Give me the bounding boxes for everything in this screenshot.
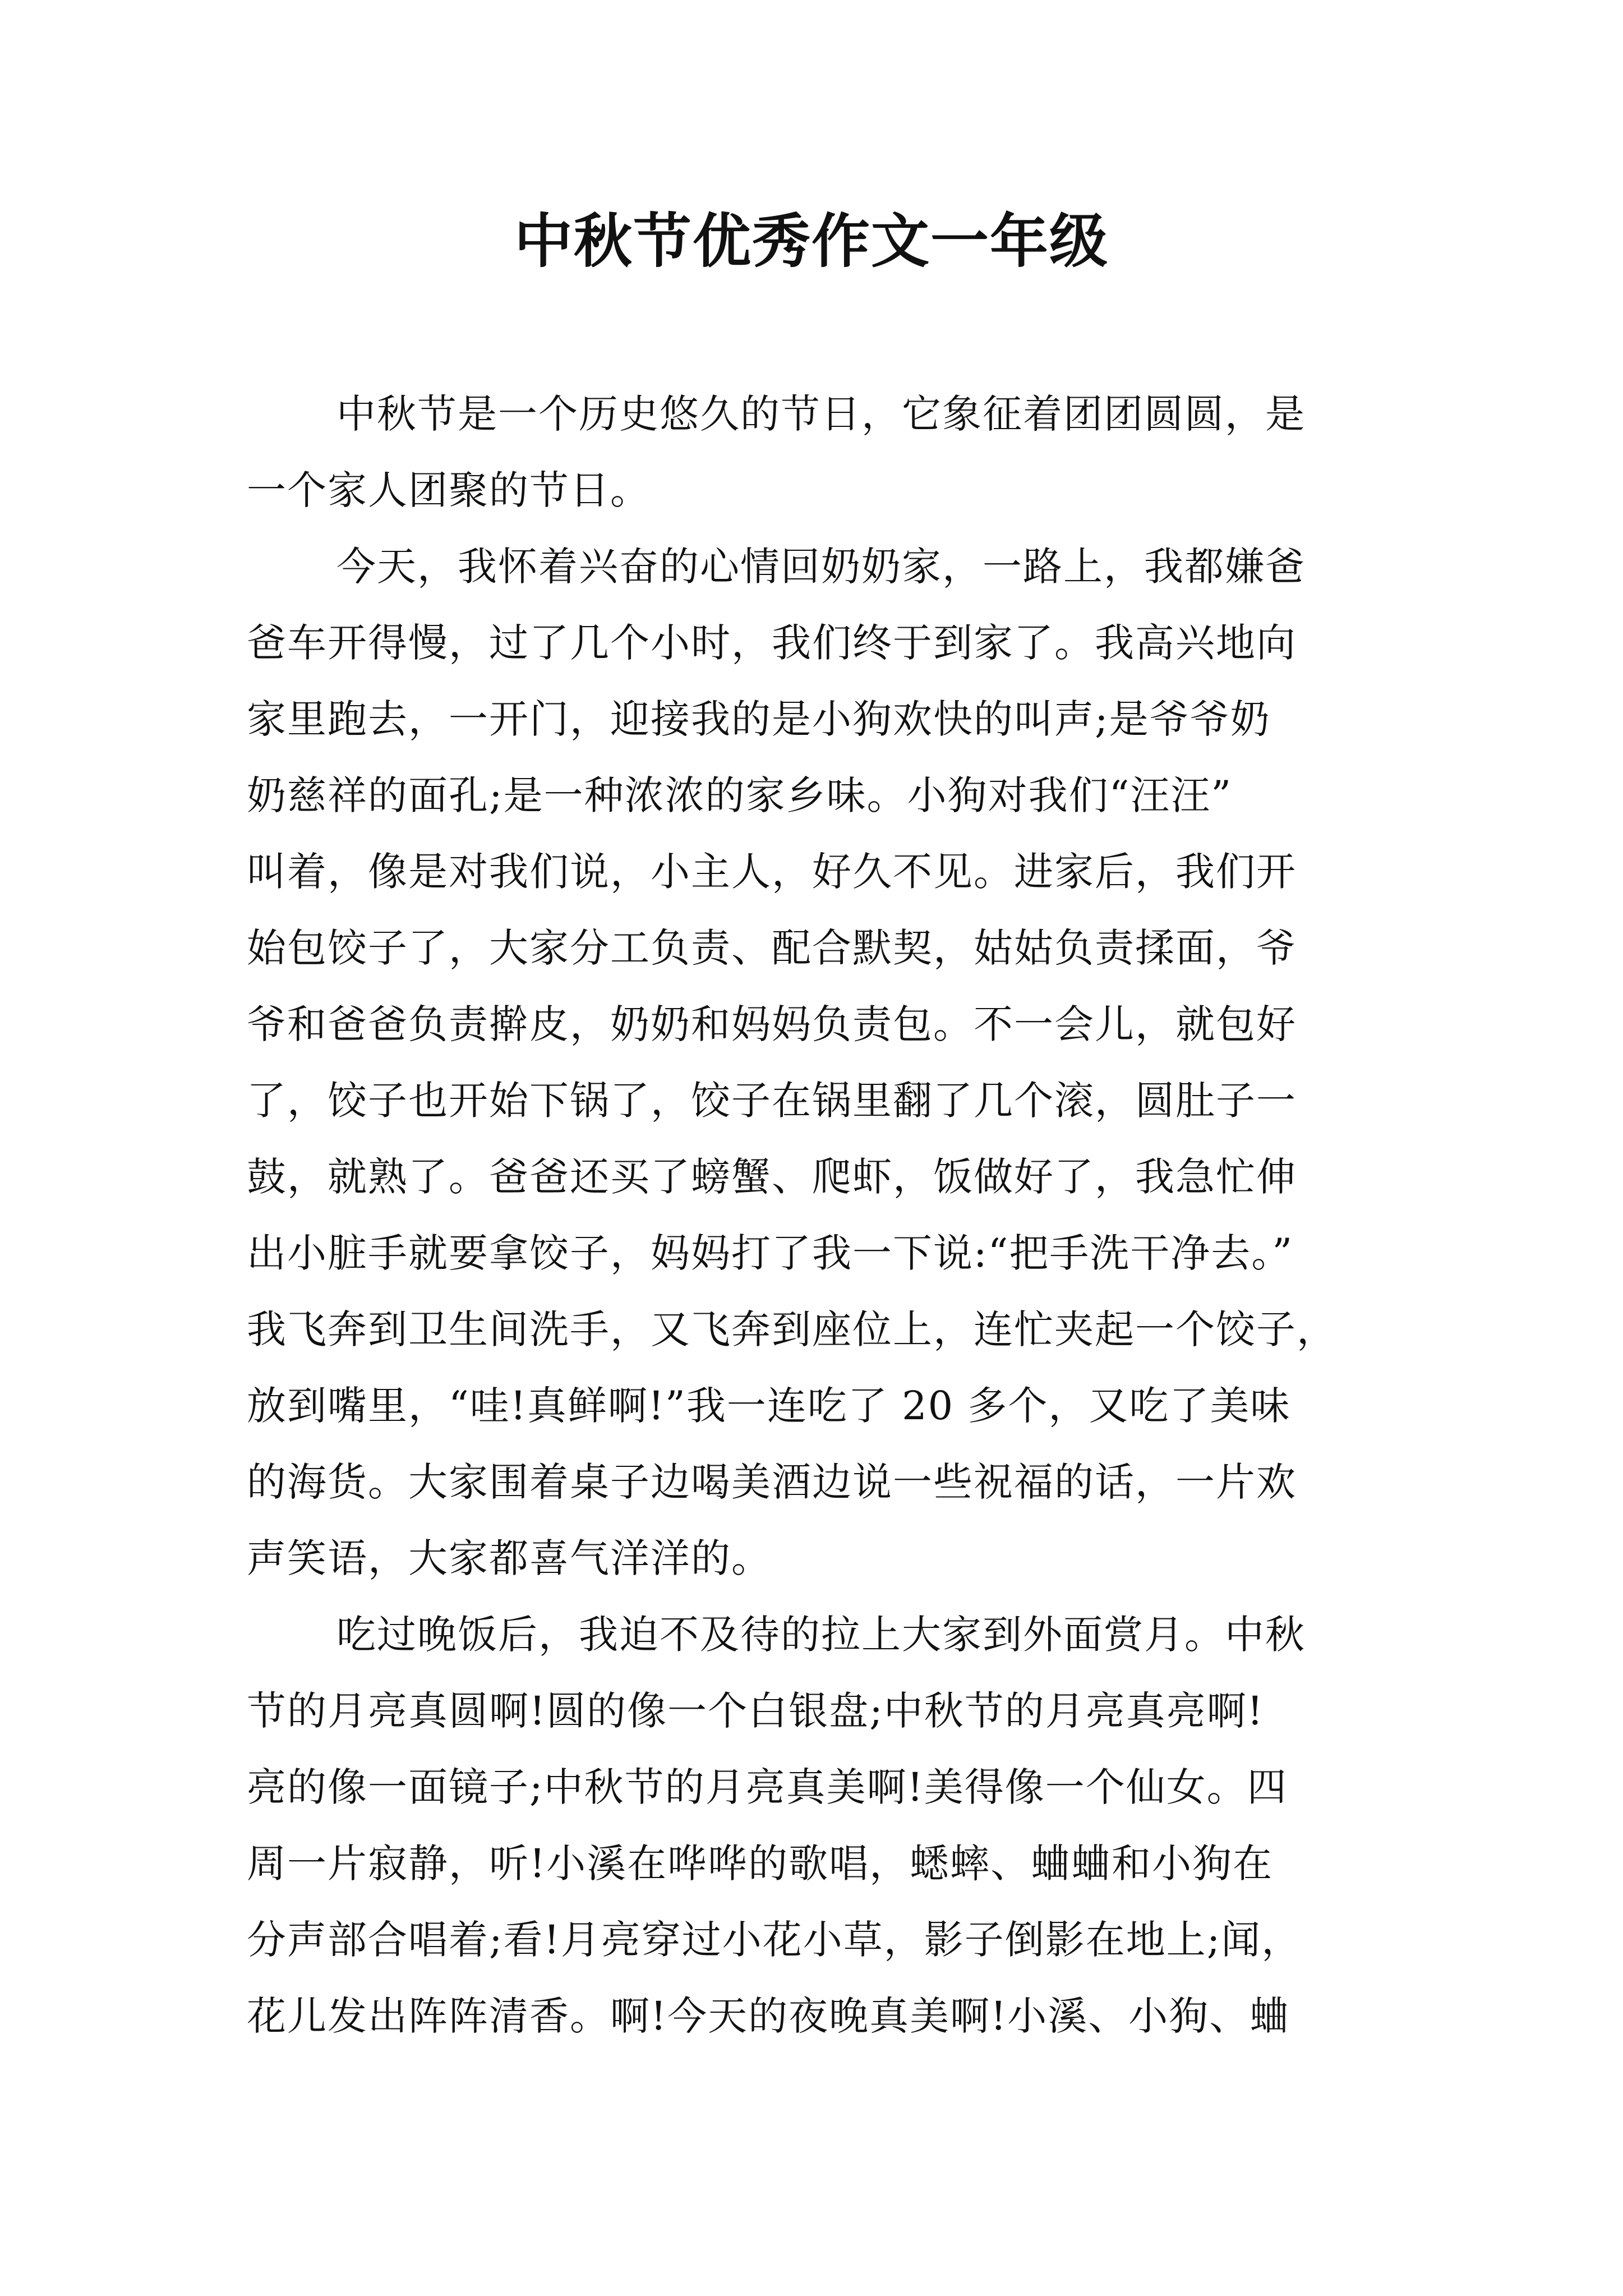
- paragraph-line: 叫着，像是对我们说，小主人，好久不见。进家后，我们开: [247, 849, 1297, 895]
- paragraph-line: 花儿发出阵阵清香。啊!今天的夜晚真美啊!小溪、小狗、蛐: [247, 1993, 1290, 2039]
- paragraph-line: 放到嘴里，“哇!真鲜啊!”我一连吃了 20 多个，又吃了美味: [247, 1383, 1291, 1429]
- paragraph-line: 一个家人团聚的节日。: [247, 467, 651, 513]
- paragraph-line: 鼓，就熟了。爸爸还买了螃蟹、爬虾，饭做好了，我急忙伸: [247, 1154, 1297, 1200]
- paragraph-line: 中秋节是一个历史悠久的节日，它象征着团团圆圆，是: [336, 391, 1306, 437]
- paragraph-line: 奶慈祥的面孔;是一种浓浓的家乡味。小狗对我们“汪汪”: [247, 772, 1233, 818]
- document-title: 中秋节优秀作文一年级: [514, 206, 1109, 275]
- paragraph-line: 出小脏手就要拿饺子，妈妈打了我一下说:“把手洗干净去。”: [247, 1230, 1294, 1276]
- paragraph-line: 家里跑去，一开门，迎接我的是小狗欢快的叫声;是爷爷奶: [247, 696, 1271, 742]
- paragraph-line: 始包饺子了，大家分工负责、配合默契，姑姑负责揉面，爷: [247, 925, 1297, 971]
- paragraph-line: 声笑语，大家都喜气洋洋的。: [247, 1535, 772, 1581]
- paragraph-line: 节的月亮真圆啊!圆的像一个白银盘;中秋节的月亮真亮啊!: [247, 1688, 1264, 1734]
- paragraph-line: 爷和爸爸负责擀皮，奶奶和妈妈负责包。不一会儿，就包好: [247, 1001, 1297, 1047]
- document-body: [247, 376, 1402, 2054]
- paragraph-line: 今天，我怀着兴奋的心情回奶奶家，一路上，我都嫌爸: [336, 544, 1306, 590]
- paragraph-line: 了，饺子也开始下锅了，饺子在锅里翻了几个滚，圆肚子一: [247, 1078, 1297, 1124]
- paragraph-line: 吃过晚饭后，我迫不及待的拉上大家到外面赏月。中秋: [336, 1612, 1306, 1658]
- paragraph-line: 亮的像一面镜子;中秋节的月亮真美啊!美得像一个仙女。四: [247, 1764, 1288, 1810]
- paragraph-line: 我飞奔到卫生间洗手，又飞奔到座位上，连忙夹起一个饺子，: [247, 1306, 1337, 1352]
- paragraph-line: 周一片寂静，听!小溪在哗哗的歌唱，蟋蟀、蛐蛐和小狗在: [247, 1841, 1274, 1887]
- paragraph-line: 分声部合唱着;看!月亮穿过小花小草，影子倒影在地上;闻，: [247, 1917, 1302, 1963]
- paragraph-line: 的海货。大家围着桌子边喝美酒边说一些祝福的话，一片欢: [247, 1459, 1297, 1505]
- paragraph-line: 爸车开得慢，过了几个小时，我们终于到家了。我高兴地向: [247, 620, 1297, 666]
